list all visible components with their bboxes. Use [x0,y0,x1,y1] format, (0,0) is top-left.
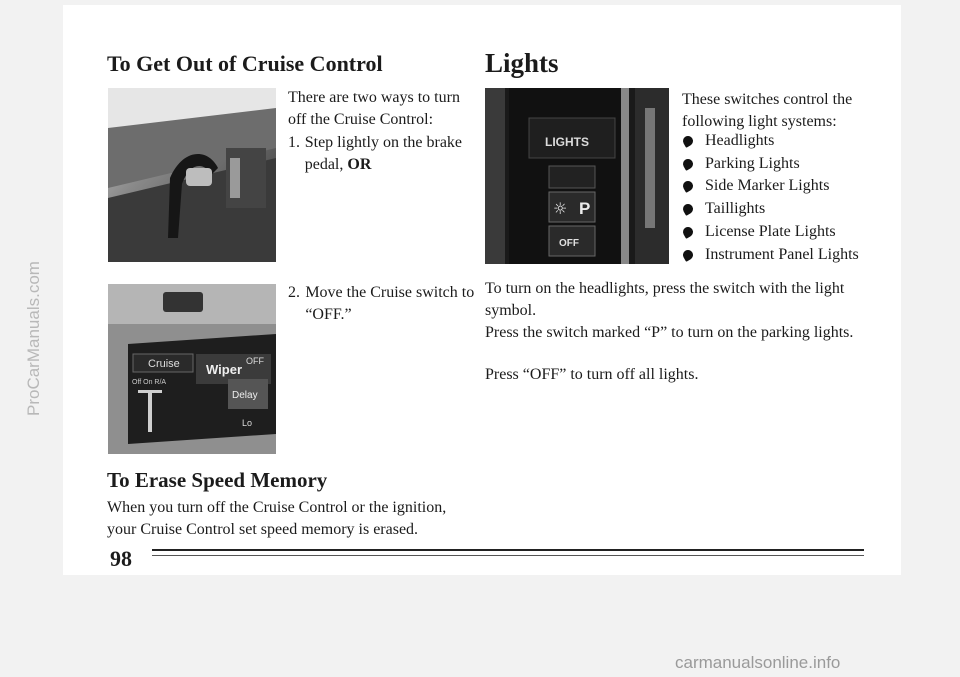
list-item: Headlights [682,130,882,153]
list-item: Taillights [682,198,882,221]
brake-pedal-photo [108,88,276,262]
footer-rule-thin [152,555,864,556]
bullet-icon [681,202,695,216]
bullet-icon [681,248,695,262]
step-1-text: Step lightly on the brake pedal, OR [304,134,463,173]
footer-rule [152,549,864,551]
list-item: Side Marker Lights [682,175,882,198]
cruise-stalk-label: Cruise [148,358,180,370]
headlights-paragraph: To turn on the headlights, press the switch with the light symbol. [485,280,845,319]
parking-p-label: P [579,199,591,218]
step-1-number: 1. [288,134,300,151]
light-systems-list [682,130,882,266]
page-number: 98 [110,546,132,571]
parking-paragraph: Press the switch marked “P” to turn on the parking lights. [485,324,854,341]
lights-panel-label: LIGHTS [545,135,589,149]
lights-intro: These switches control the following light systems: [682,91,853,130]
erase-memory-text: When you turn off the Cruise Control or the ignition, your Cruise Control set speed memory is erased. [107,499,447,538]
off-paragraph: Press “OFF” to turn off all lights. [485,366,699,383]
step-2-number: 2. [288,284,300,301]
delay-stalk-label: Delay [232,390,258,401]
side-watermark: ProCarManuals.com [24,261,43,416]
list-item: Instrument Panel Lights [682,244,882,267]
list-item: License Plate Lights [682,221,882,244]
step-2 [288,282,478,326]
bullet-icon [681,134,695,148]
cruise-switch-photo [108,284,276,454]
cruise-off-intro: There are two ways to turn off the Cruise Control: [288,89,460,128]
step-2-text: Move the Cruise switch to “OFF.” [305,284,475,323]
bullet-icon [681,225,695,239]
off-on-stalk-label: Off On R/A [132,379,167,386]
light-switch-photo [485,88,669,264]
cruise-off-heading: To Get Out of Cruise Control [107,51,383,76]
site-watermark: carmanualsonline.info [675,653,841,672]
off-stalk-label: OFF [246,356,264,366]
step-1 [288,132,478,176]
list-item: Parking Lights [682,153,882,176]
lo-stalk-label: Lo [242,418,253,428]
lights-heading: Lights [485,48,559,78]
bullet-icon [681,157,695,171]
off-panel-label: OFF [559,238,579,249]
headlight-symbol-icon: ☼ [553,199,568,218]
step-1-or: OR [347,156,372,173]
erase-memory-heading: To Erase Speed Memory [107,468,328,492]
wiper-stalk-label: Wiper [206,362,242,377]
bullet-icon [681,180,695,194]
